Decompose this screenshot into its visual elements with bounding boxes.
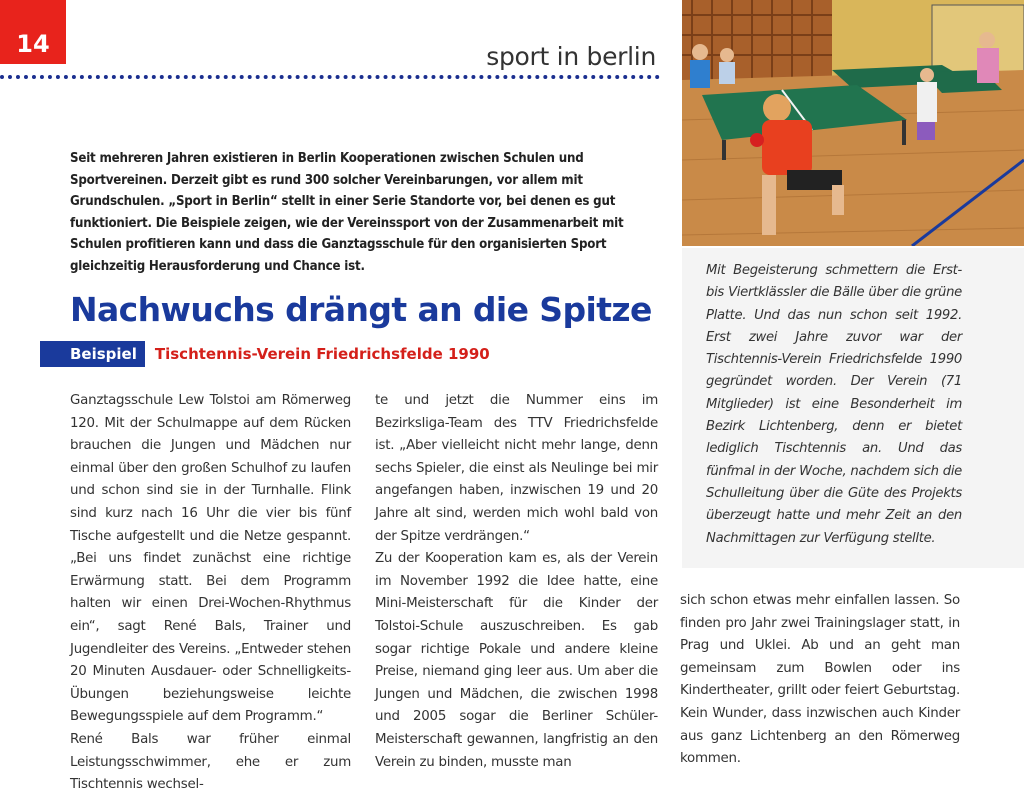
article-headline: Nachwuchs drängt an die Spitze — [70, 290, 652, 329]
article-column-3 — [680, 590, 960, 771]
example-tag: Beispiel — [40, 341, 145, 367]
table-tennis-photo — [682, 0, 1024, 246]
body-paragraph: sich schon etwas mehr einfallen lassen. So finden pro Jahr zwei Trainingslager statt, in Prag und Uklei. Ab und an geht man gemeinsam zum Bowlen oder ins Kindertheater, grillt oder feiert Geburtstag. Kein Wunder, dass inzwischen auch Kinder aus ganz Lichtenberg an den Römerweg kommen. — [680, 593, 960, 767]
table-tennis-photo-illustration — [682, 0, 1024, 246]
intro-paragraph: Seit mehreren Jahren existieren in Berlin Kooperationen zwischen Schulen und Sportvereinen. Derzeit gibt es rund 300 solcher Vereinbarungen, vor allem mit Grundschulen. „Sport in Berlin“ stellt in einer Serie Standorte vor, bei denen es gut funktioniert. Die Beispiele zeigen, wie der Vereinssport von der Zusammenarbeit mit Schulen profitieren kann und dass die Ganztagsschule für den organisierten Sport gleichzeitig Herausforderung und Chance ist. — [70, 151, 624, 274]
dotted-divider — [0, 75, 660, 79]
photo-caption: Mit Begeisterung schmettern die Erst- bis Viertklässler die Bälle über die grüne Platte. Und das nun schon seit 1992. Erst zwei Jahre zuvor war der Tischtennis-Verein Friedrichsfelde 1990 gegründet worden. Der Verein (71 Mitglieder) ist eine Besonderheit im Bezirk Lichtenberg, denn er bietet lediglich Tischtennis an. Und das fünfmal in der Woche, nachdem sich die Schulleitung über die Güte des Projekts überzeugt hatte und mehr Zeit an den Nachmittagen zur Verfügung stellte. — [706, 263, 962, 546]
page-number: 14 — [0, 0, 66, 64]
article-column-2 — [375, 390, 658, 774]
body-paragraph: René Bals war früher einmal Leistungsschwimmer, ehe er zum Tischtennis wechsel- — [70, 731, 351, 793]
article-column-1 — [70, 390, 351, 797]
body-paragraph: Zu der Kooperation kam es, als der Verein im November 1992 die Idee hatte, eine Mini-Meisterschaft für die Kinder der Tolstoi-Schule auszuschreiben. Es gab sogar richtige Pokale und andere kleine Preise, niemand ging leer aus. Um aber die Jungen und Mädchen, die zwischen 1998 und 2005 sogar die Berliner Schüler-Meisterschaft gewannen, langfristig an den Verein zu binden, musste man — [375, 551, 658, 770]
body-paragraph: te und jetzt die Nummer eins im Bezirksliga-Team des TTV Friedrichsfelde ist. „Aber vielleicht nicht mehr lange, denn sechs Spieler, die einst als Neulinge bei mir angefangen haben, inzwischen 19 und 20 Jahre alt sind, werden mich wohl bald von der Spitze verdrängen.“ — [375, 393, 658, 544]
body-paragraph: Ganztagsschule Lew Tolstoi am Römerweg 120. Mit der Schulmappe auf dem Rücken brauchen die Jungen und Mädchen nur einmal über den großen Schulhof zu laufen und schon sind sie in der Turnhalle. Flink sind kurz nach 16 Uhr die vier bis fünf Tische aufgestellt und die Netze gespannt. „Bei uns findet zunächst eine richtige Erwärmung statt. Bei dem Programm halten wir einen Drei-Wochen-Rhythmus ein“, sagt René Bals, Trainer und Jugendleiter des Vereins. „Entweder stehen 20 Minuten Ausdauer- oder Schnelligkeits-Übungen beziehungsweise leichte Bewegungsspiele auf dem Programm.“ — [70, 393, 351, 725]
example-kicker — [40, 341, 490, 367]
club-name: Tischtennis-Verein Friedrichsfelde 1990 — [154, 345, 490, 363]
section-title: sport in berlin — [486, 42, 656, 71]
